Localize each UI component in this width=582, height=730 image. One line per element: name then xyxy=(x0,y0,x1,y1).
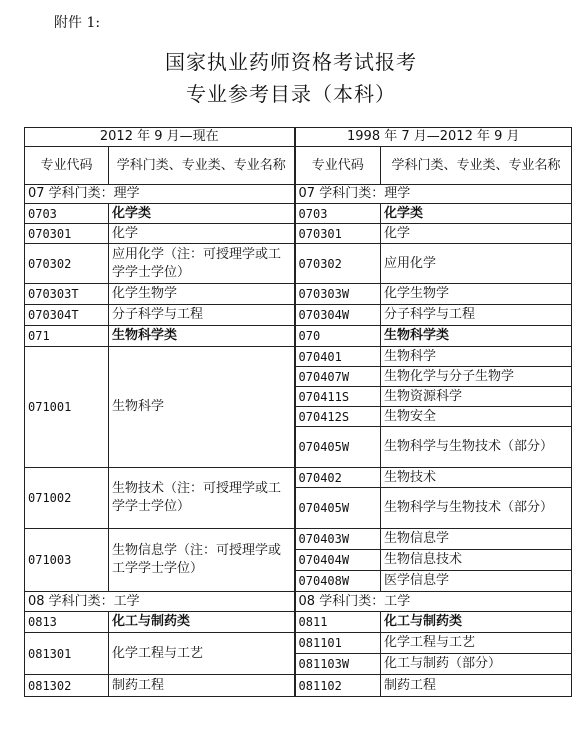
major-name: 制药工程 xyxy=(109,675,295,697)
major-code: 070403W xyxy=(295,529,381,550)
major-name: 化工与制药类 xyxy=(109,612,295,633)
column-header-code: 专业代码 xyxy=(25,147,109,185)
major-code: 070404W xyxy=(295,550,381,571)
major-name: 应用化学（注：可授理学或工学学士学位） xyxy=(109,244,295,284)
major-name: 生物科学 xyxy=(109,347,295,468)
major-name: 制药工程 xyxy=(381,675,572,697)
major-name: 生物技术 xyxy=(381,468,572,488)
major-catalog-table xyxy=(24,127,572,697)
major-name: 生物科学与生物技术（部分） xyxy=(381,488,572,529)
major-code: 071003 xyxy=(25,529,109,592)
major-name: 化学工程与工艺 xyxy=(109,633,295,675)
attachment-label: 附件 1: xyxy=(54,15,101,31)
major-code: 070303T xyxy=(25,284,109,305)
major-code: 070402 xyxy=(295,468,381,488)
major-name: 生物科学类 xyxy=(381,326,572,347)
major-code: 0811 xyxy=(295,612,381,633)
major-code: 070411S xyxy=(295,387,381,407)
major-code: 070304T xyxy=(25,305,109,326)
category-row: 08 学科门类：工学 xyxy=(25,592,295,612)
major-name: 生物信息学（注：可授理学或工学学士学位） xyxy=(109,529,295,592)
major-name: 化学类 xyxy=(109,204,295,224)
major-code: 070 xyxy=(295,326,381,347)
major-name: 生物安全 xyxy=(381,407,572,427)
major-code: 070302 xyxy=(25,244,109,284)
major-code: 071 xyxy=(25,326,109,347)
major-code: 0813 xyxy=(25,612,109,633)
major-name: 化学类 xyxy=(381,204,572,224)
major-name: 化工与制药（部分） xyxy=(381,654,572,675)
major-name: 化学 xyxy=(381,224,572,244)
major-name: 化学工程与工艺 xyxy=(381,633,572,654)
major-code: 070302 xyxy=(295,244,381,284)
major-code: 070407W xyxy=(295,367,381,387)
major-name: 生物科学与生物技术（部分） xyxy=(381,427,572,468)
document-subtitle: 专业参考目录（本科） xyxy=(186,82,396,106)
major-code: 081102 xyxy=(295,675,381,697)
period-header-previous: 1998 年 7 月—2012 年 9 月 xyxy=(295,128,572,147)
major-code: 081103W xyxy=(295,654,381,675)
column-header-code: 专业代码 xyxy=(295,147,381,185)
major-name: 化学生物学 xyxy=(109,284,295,305)
column-header-name: 学科门类、专业类、专业名称 xyxy=(381,147,572,185)
category-row: 08 学科门类：工学 xyxy=(295,592,572,612)
major-code: 070301 xyxy=(295,224,381,244)
major-name: 分子科学与工程 xyxy=(109,305,295,326)
major-name: 化学 xyxy=(109,224,295,244)
major-code: 070301 xyxy=(25,224,109,244)
major-name: 化学生物学 xyxy=(381,284,572,305)
major-name: 生物科学类 xyxy=(109,326,295,347)
major-name: 生物科学 xyxy=(381,347,572,367)
major-code: 071002 xyxy=(25,468,109,529)
major-code: 081302 xyxy=(25,675,109,697)
major-name: 生物技术（注：可授理学或工学学士学位） xyxy=(109,468,295,529)
period-header-current: 2012 年 9 月—现在 xyxy=(25,128,295,147)
major-code: 070303W xyxy=(295,284,381,305)
major-code: 081101 xyxy=(295,633,381,654)
document-title: 国家执业药师资格考试报考 xyxy=(165,50,417,74)
major-code: 070401 xyxy=(295,347,381,367)
column-header-name: 学科门类、专业类、专业名称 xyxy=(109,147,295,185)
major-name: 分子科学与工程 xyxy=(381,305,572,326)
major-name: 生物资源科学 xyxy=(381,387,572,407)
category-row: 07 学科门类：理学 xyxy=(295,185,572,204)
major-code: 070408W xyxy=(295,571,381,592)
major-code: 070304W xyxy=(295,305,381,326)
major-name: 生物信息学 xyxy=(381,529,572,550)
major-code: 071001 xyxy=(25,347,109,468)
major-code: 081301 xyxy=(25,633,109,675)
major-name: 医学信息学 xyxy=(381,571,572,592)
major-name: 应用化学 xyxy=(381,244,572,284)
category-row: 07 学科门类：理学 xyxy=(25,185,295,204)
major-code: 0703 xyxy=(295,204,381,224)
major-code: 070412S xyxy=(295,407,381,427)
major-name: 生物化学与分子生物学 xyxy=(381,367,572,387)
major-code: 070405W xyxy=(295,427,381,468)
major-name: 生物信息技术 xyxy=(381,550,572,571)
major-name: 化工与制药类 xyxy=(381,612,572,633)
major-code: 070405W xyxy=(295,488,381,529)
major-code: 0703 xyxy=(25,204,109,224)
